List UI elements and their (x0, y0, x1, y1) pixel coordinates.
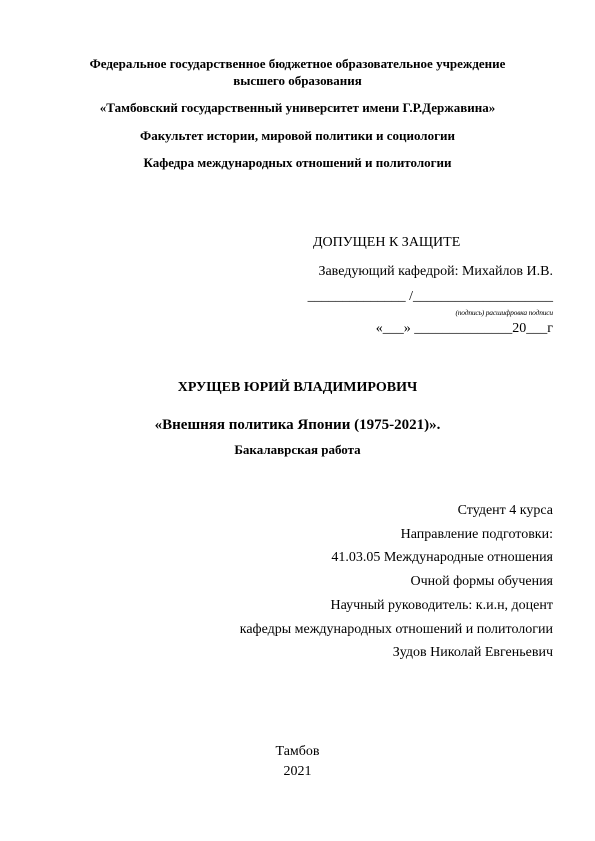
direction-label: Направление подготовки: (400, 527, 553, 542)
study-form: Очной формы обучения (410, 574, 553, 589)
approval-date-line: «___» ______________20___г (375, 321, 553, 336)
student-course: Студент 4 курса (457, 503, 553, 518)
university-name: «Тамбовский государственный университет имени Г.Р.Державина» (99, 100, 496, 115)
department-name: Кафедра международных отношений и политологии (143, 155, 452, 170)
education-level-line: высшего образования (233, 73, 362, 88)
signature-caption: (подпись) расшифровка подписи (455, 308, 553, 317)
supervisor-label: Научный руководитель: к.и.н, доцент (330, 598, 553, 613)
department-head: Заведующий кафедрой: Михайлов И.В. (318, 264, 553, 279)
supervisor-department: кафедры международных отношений и политологии (239, 622, 553, 637)
city: Тамбов (275, 744, 320, 759)
author-name: ХРУЩЕВ ЮРИЙ ВЛАДИМИРОВИЧ (177, 380, 418, 395)
work-title: «Внешняя политика Японии (1975-2021)». (154, 417, 441, 433)
year: 2021 (283, 764, 312, 779)
signature-line: ______________ /____________________ (307, 289, 553, 304)
faculty-name: Факультет истории, мировой политики и социологии (140, 128, 455, 143)
work-type: Бакалаврская работа (234, 442, 361, 457)
direction-value: 41.03.05 Международные отношения (331, 550, 553, 565)
institution-type-line: Федеральное государственное бюджетное образовательное учреждение (89, 56, 506, 71)
supervisor-name: Зудов Николай Евгеньевич (392, 645, 553, 660)
approval-title: ДОПУЩЕН К ЗАЩИТЕ (313, 235, 461, 250)
